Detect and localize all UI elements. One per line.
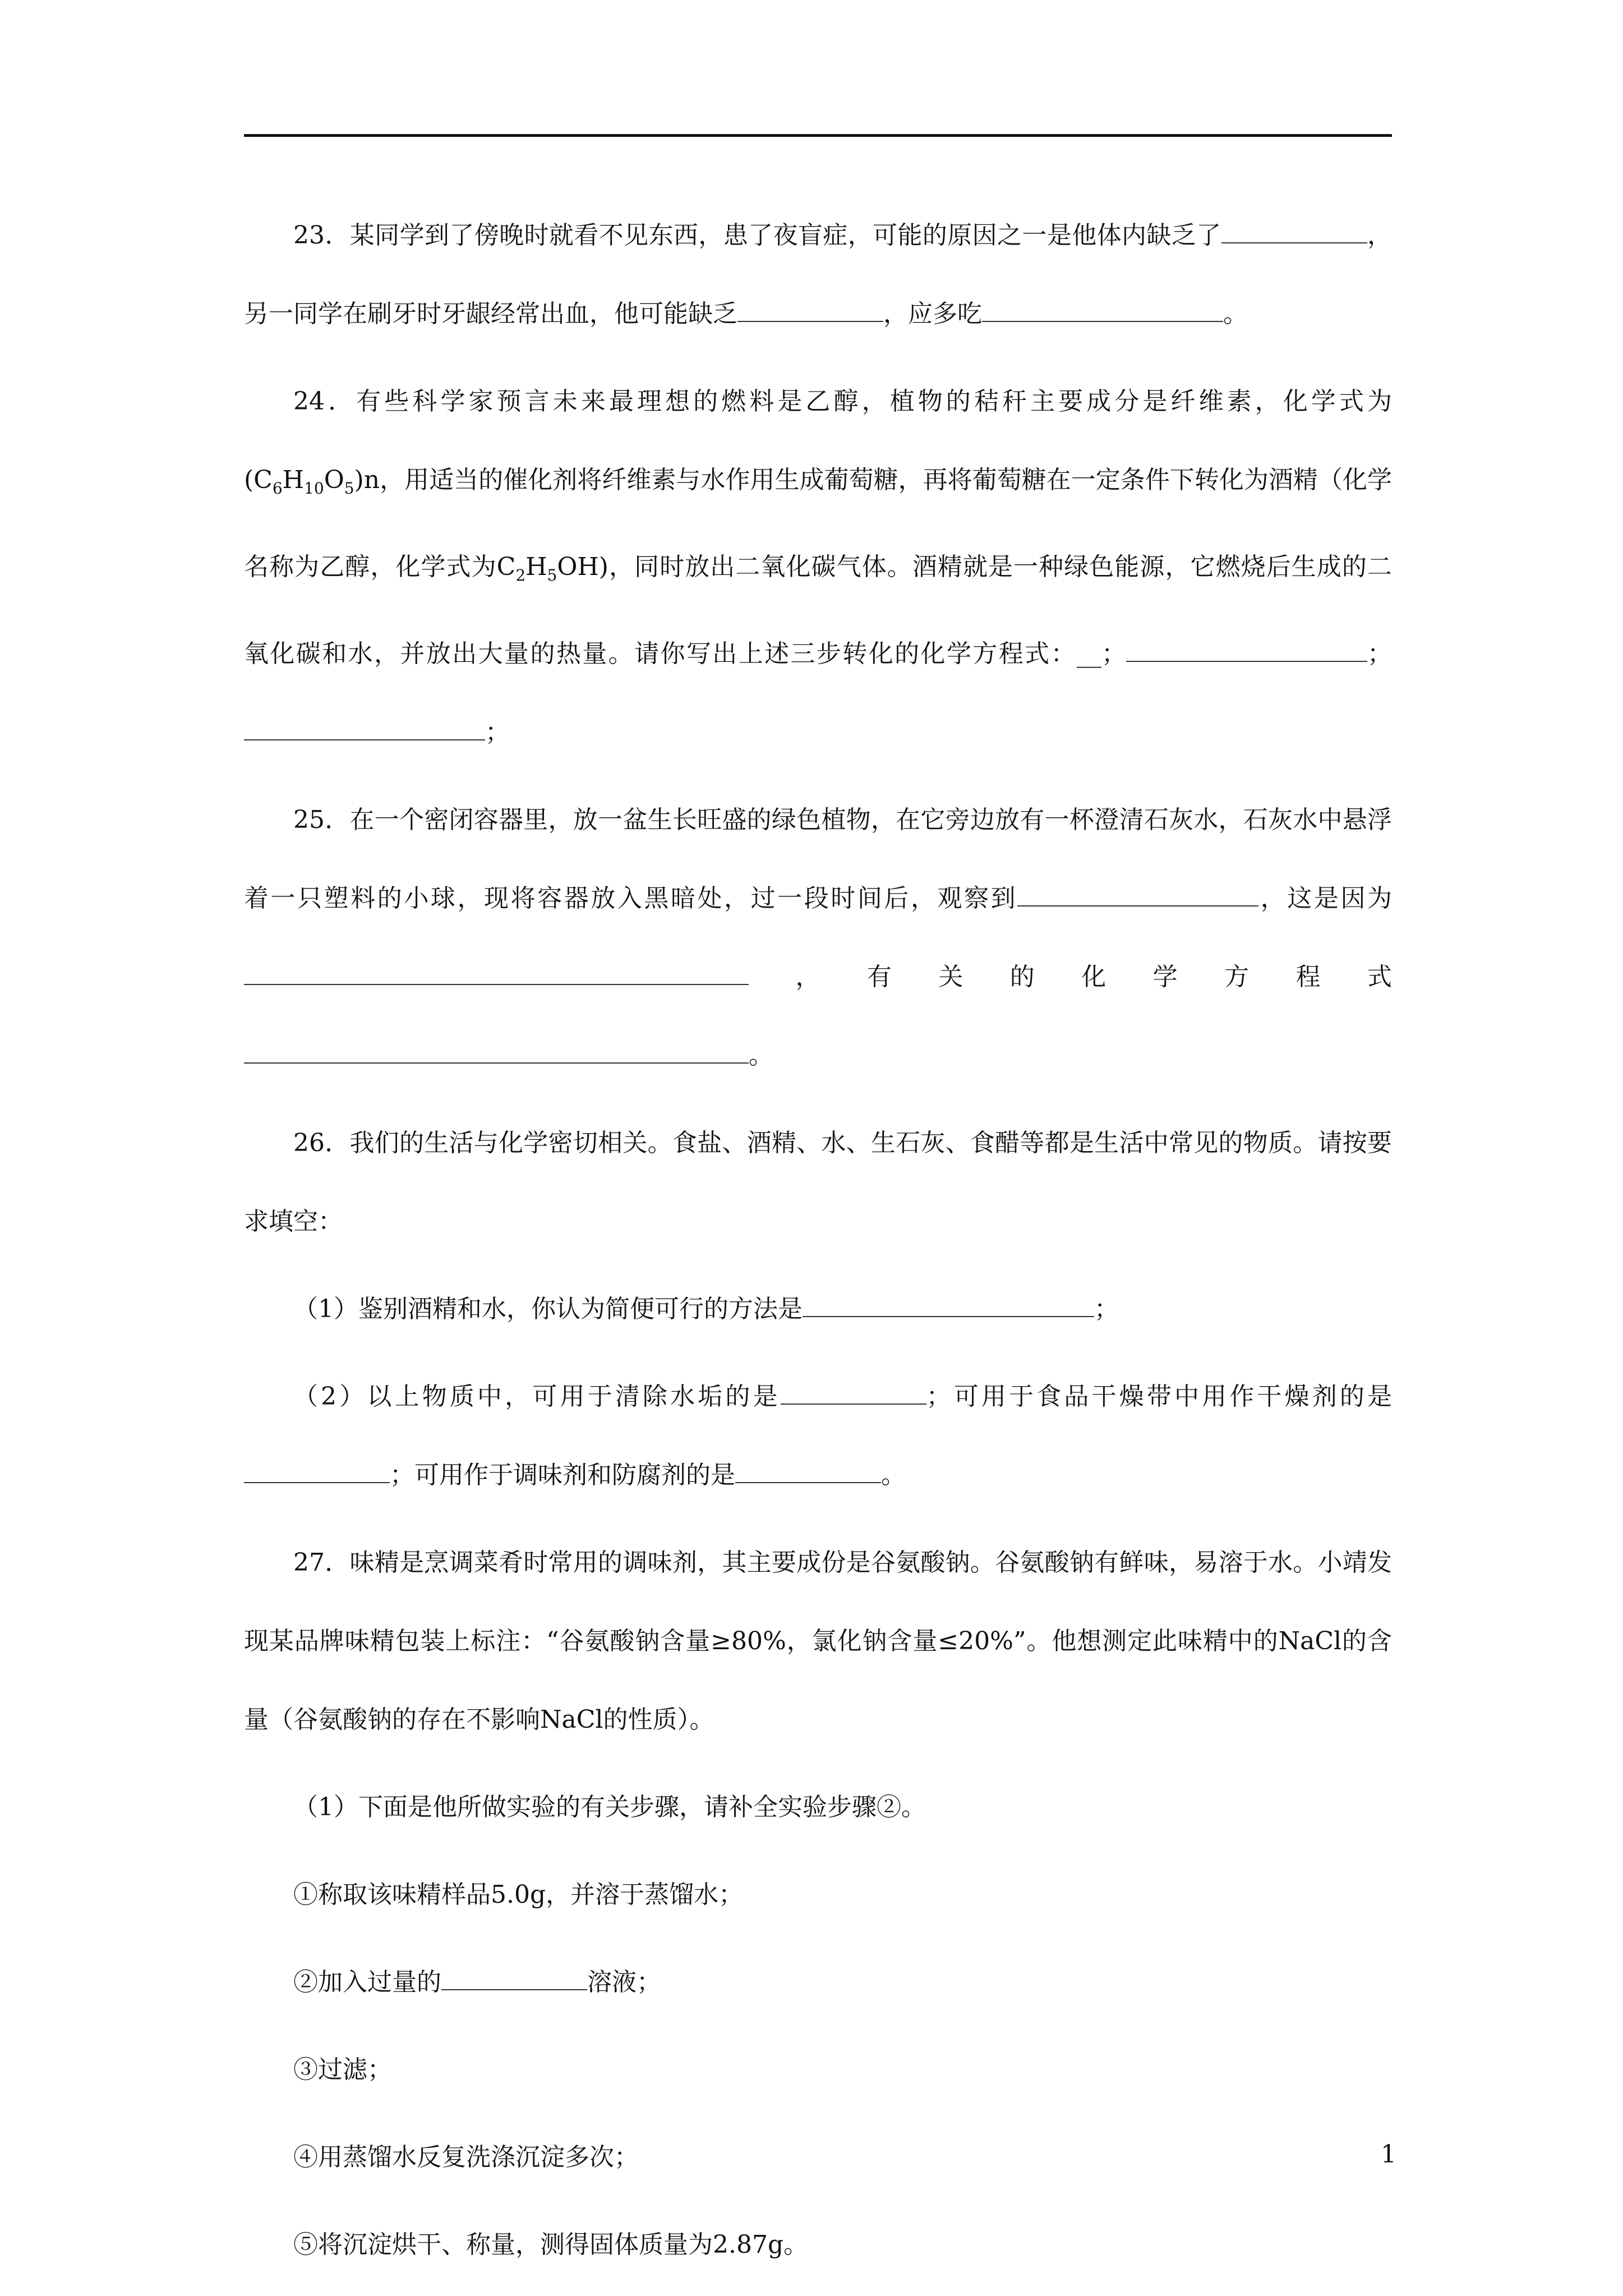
question-26-part-2 [244, 1358, 1392, 1515]
q23-text: 23．某同学到了傍晚时就看不见东西，患了夜盲症，可能的原因之一是他体内缺乏了 [293, 221, 1221, 250]
step-2-text: ②加入过量的 [293, 1967, 441, 1996]
q24-blank-2[interactable] [1126, 641, 1367, 662]
step-4: ④用蒸馏水反复洗涤沉淀多次； [293, 2142, 639, 2171]
q23-text: ，应多吃 [883, 300, 982, 328]
q25-text: 。 [749, 1041, 773, 1070]
q23-text: ，另一同学在刷牙时牙龈经常出血，他可能缺乏 [244, 221, 1392, 328]
q26-blank-1[interactable] [803, 1296, 1094, 1317]
q26-text: ；可用于食品干燥带中用作干燥剂的是 [926, 1382, 1392, 1411]
document-body [244, 196, 1392, 2293]
q25-text: ，有关的化学方程式 [749, 962, 1392, 991]
q25-text: 25．在一个密闭容器里，放一盆生长旺盛的绿色植物，在它旁边放有一杯澄清石灰水，石灰水中悬浮着一只塑料的小球，现将容器放入黑暗处，过一段时间后，观察到 [244, 805, 1392, 913]
q24-blank-3[interactable] [244, 719, 485, 740]
q26-blank-4[interactable] [735, 1462, 881, 1483]
step-5: ⑤将沉淀烘干、称量，测得固体质量为2.87g。 [293, 2230, 809, 2259]
q26-blank-3[interactable] [244, 1462, 390, 1483]
q23-blank-3[interactable] [982, 301, 1223, 322]
subscript: 5 [547, 565, 557, 585]
question-27-part-1: （1）下面是他所做实验的有关步骤，请补全实验步骤②。 [293, 1792, 926, 1821]
q24-text: 24．有些科学家预言未来最理想的燃料是乙醇，植物的秸秆主要成分是纤维素，化学式为(C [244, 387, 1392, 494]
question-27-intro: 27．味精是烹调菜肴时常用的调味剂，其主要成份是谷氨酸钠。谷氨酸钠有鲜味，易溶于水。小靖发现某品牌味精包装上标注：“谷氨酸钠含量≥80%，氯化钠含量≤20%”。他想测定此味精中的NaCl的含量（谷氨酸钠的存在不影响NaCl的性质）。 [244, 1548, 1392, 1734]
subscript: 2 [515, 565, 526, 585]
step-1: ①称取该味精样品5.0g，并溶于蒸馏水； [293, 1880, 744, 1909]
step-2-text: 溶液； [587, 1967, 661, 1996]
q23-blank-2[interactable] [737, 301, 883, 322]
subscript: 5 [344, 478, 354, 498]
page-number: 1 [1381, 2140, 1396, 2169]
step-3: ③过滤； [293, 2055, 392, 2084]
subscript: 6 [272, 478, 283, 498]
q26-text: ；可用作于调味剂和防腐剂的是 [390, 1460, 735, 1489]
question-23 [244, 196, 1392, 353]
q27-blank-1[interactable] [441, 1969, 587, 1990]
q24-text: OH)，同时放出二氧化碳气体。酒精就是一种绿色能源，它燃烧后生成的二氧化碳和水，并放出大量的热量。请你写出上述三步转化的化学方程式：__； [244, 552, 1392, 668]
q24-text: O [324, 466, 344, 494]
q25-blank-3[interactable] [244, 1042, 749, 1064]
q24-text: H [282, 466, 305, 494]
q24-text: H [525, 552, 547, 581]
question-25 [244, 781, 1392, 1095]
q23-blank-1[interactable] [1221, 222, 1367, 243]
q26-text: （2）以上物质中，可用于清除水垢的是 [293, 1382, 781, 1411]
question-26-intro: 26．我们的生活与化学密切相关。食盐、酒精、水、生石灰、食醋等都是生活中常见的物质。请按要求填空： [244, 1128, 1392, 1236]
q23-text: 。 [1223, 300, 1248, 328]
q24-text: ； [1367, 639, 1392, 668]
q24-text: ； [485, 717, 510, 747]
header-rule [244, 134, 1392, 137]
q25-text: ，这是因为 [1258, 884, 1393, 913]
q26-text: （1）鉴别酒精和水，你认为简便可行的方法是 [293, 1294, 803, 1323]
q26-text: ； [1094, 1294, 1119, 1323]
step-2 [244, 1943, 1392, 2022]
q24-text: )n，用适当的催化剂将纤维素与水作用生成葡萄糖，再将葡萄糖在一定条件下转化为酒精（化学名称为乙醇，化学式为C [244, 466, 1392, 581]
q25-blank-1[interactable] [1017, 885, 1258, 907]
q26-text: 。 [881, 1460, 906, 1489]
question-24 [244, 362, 1392, 772]
subscript: 10 [304, 478, 324, 498]
q25-blank-2[interactable] [244, 964, 749, 985]
q26-blank-2[interactable] [781, 1383, 926, 1405]
question-26-part-1 [244, 1270, 1392, 1349]
